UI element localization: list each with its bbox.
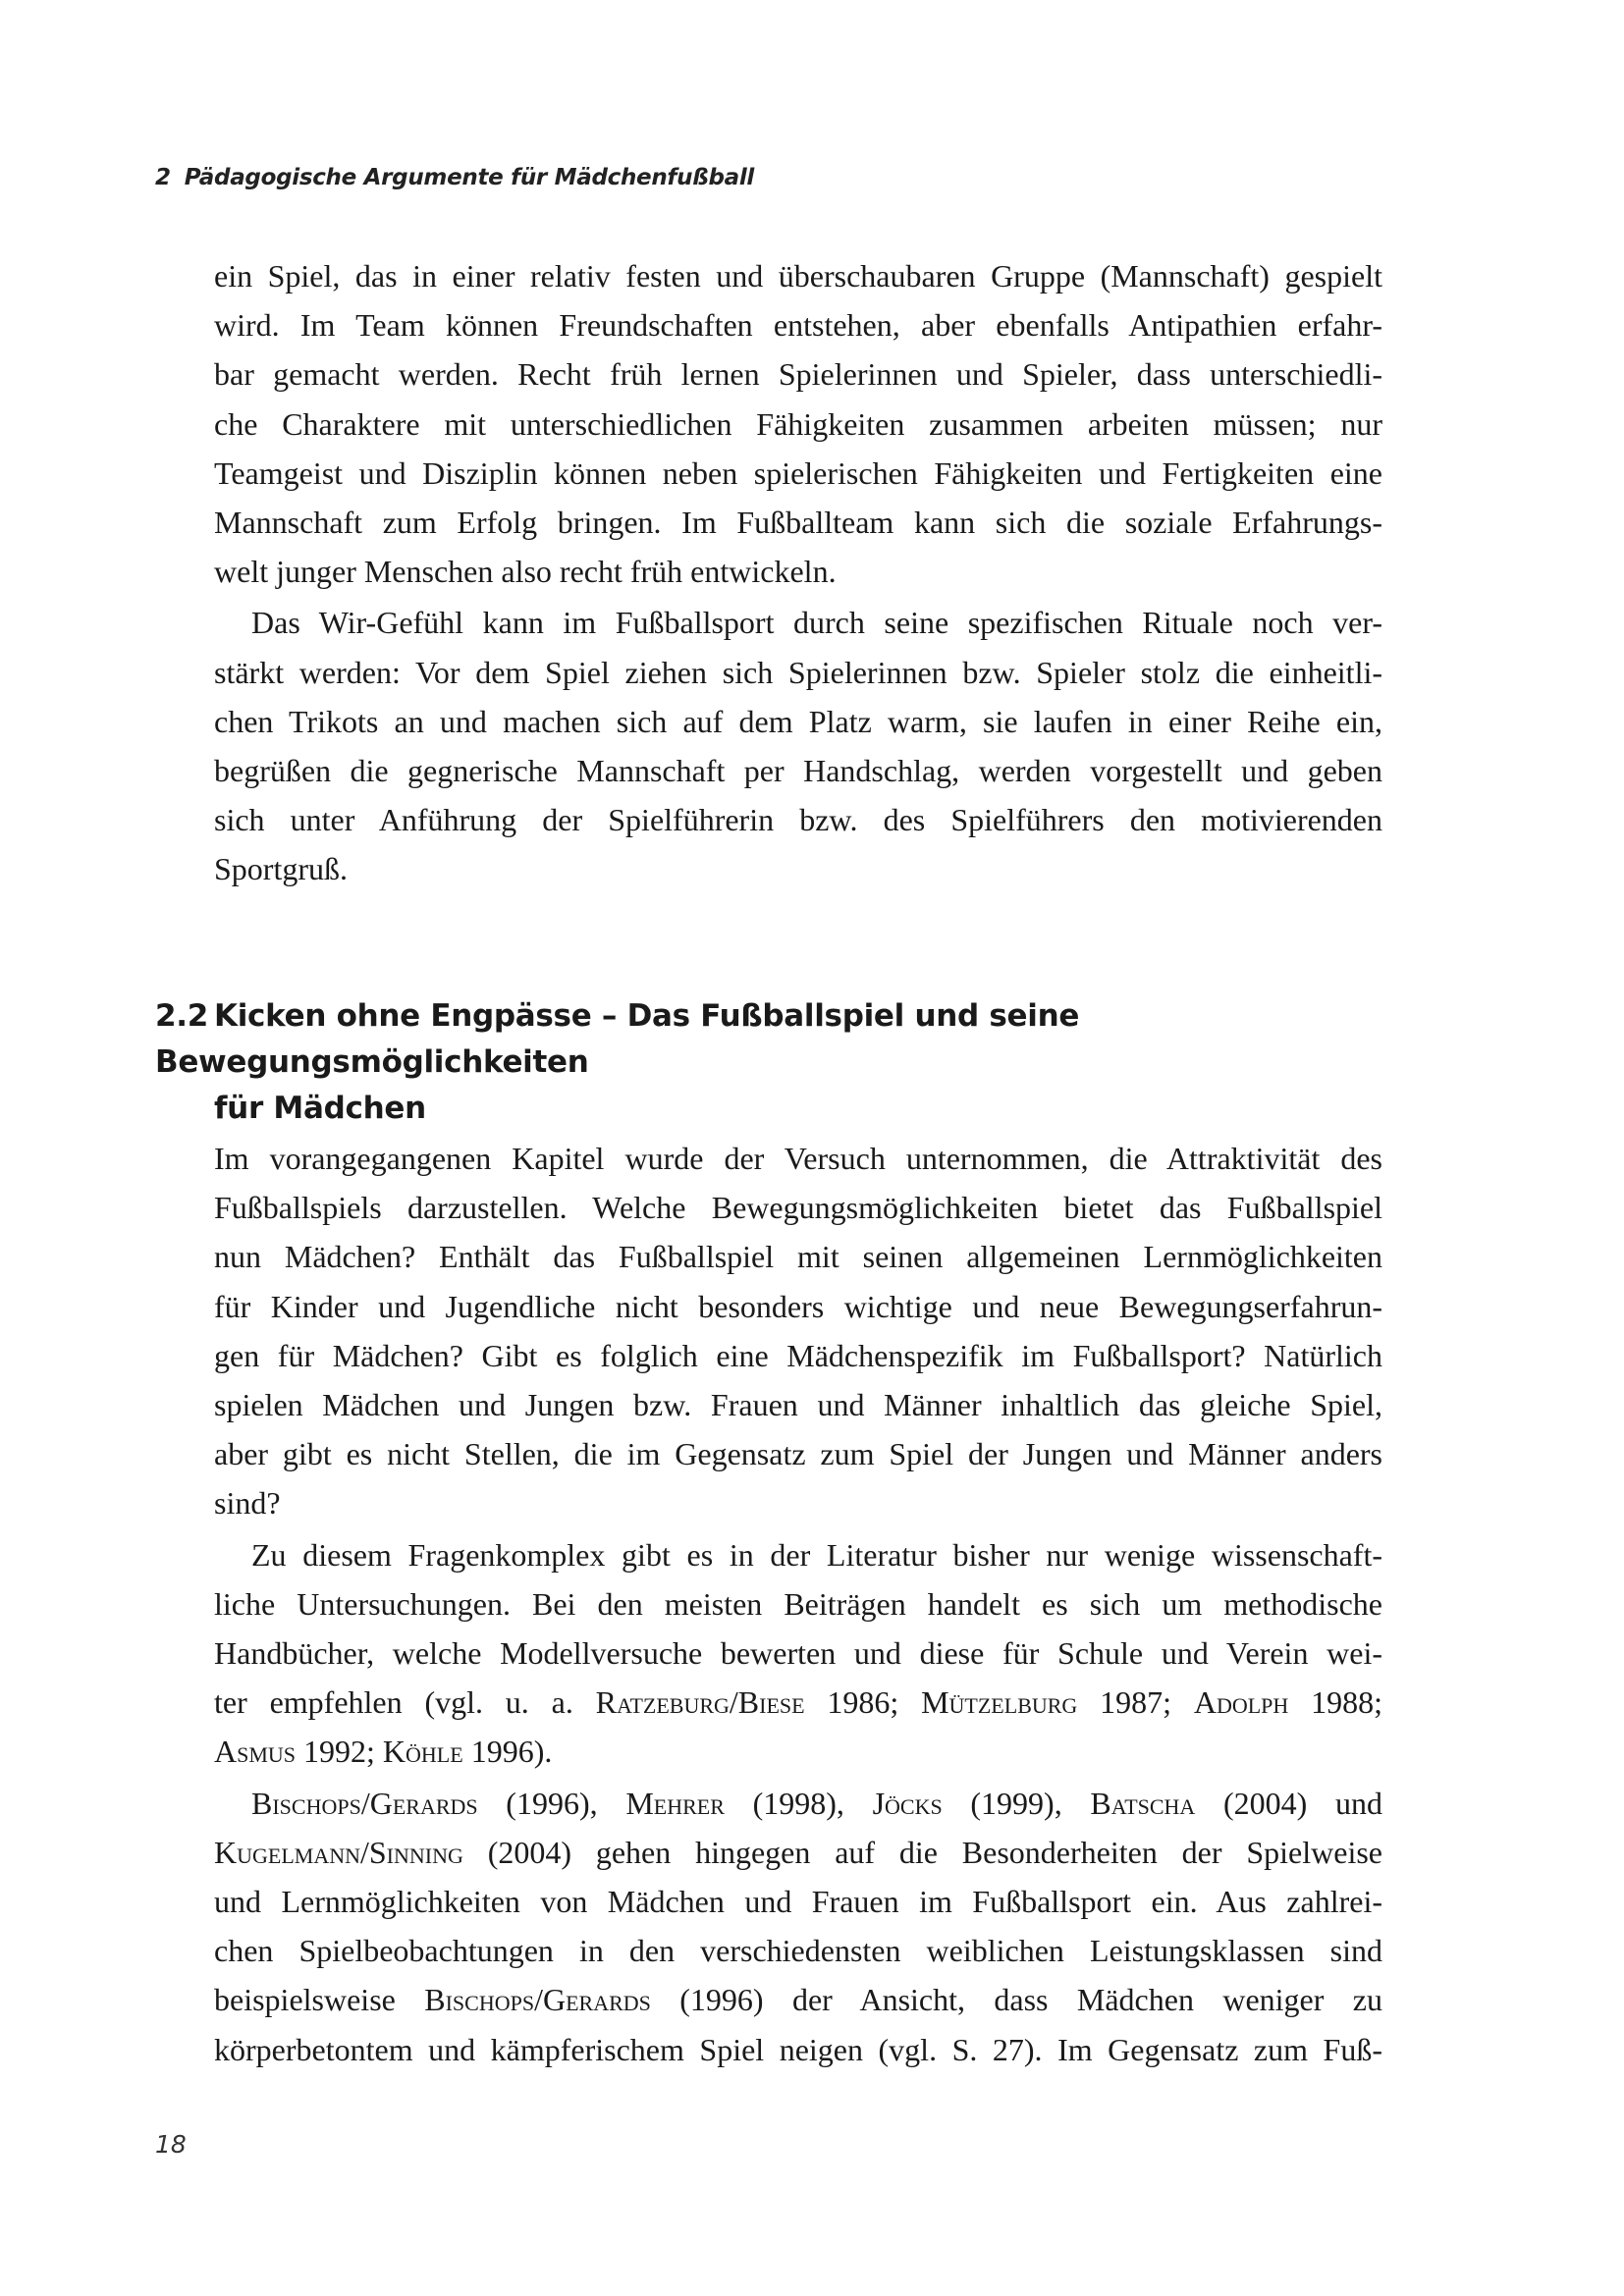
- paragraph: [214, 251, 1382, 596]
- running-head: [155, 165, 754, 190]
- section-title-line-2: für Mädchen: [214, 1091, 426, 1126]
- text-run: 1988;: [1288, 1684, 1383, 1721]
- text-run: 1987;: [1077, 1684, 1194, 1721]
- text-line: bar gemacht werden. Recht früh lernen Spielerinnen und Spieler, dass unterschiedli-: [214, 356, 1382, 393]
- paragraph: [214, 1779, 1382, 2074]
- citation-author: Adolph: [1193, 1684, 1289, 1721]
- citation-author: Asmus: [214, 1734, 297, 1770]
- citation-author: Batscha: [1090, 1785, 1196, 1821]
- text-line: stärkt werden: Vor dem Spiel ziehen sich Spielerinnen bzw. Spieler stolz die einheitli-: [214, 654, 1382, 690]
- text-line: körperbetontem und kämpferischem Spiel neigen (vgl. S. 27). Im Gegensatz zum Fuß-: [214, 2031, 1382, 2067]
- text-run: (1996) der Ansicht, dass Mädchen weniger zu: [650, 1982, 1383, 2018]
- text-line: Handbücher, welche Modellversuche bewerten und diese für Schule und Verein wei-: [214, 1635, 1382, 1672]
- running-head-chapter-number: 2: [155, 165, 171, 190]
- citation-author: Kugelmann/Sinning: [214, 1834, 463, 1870]
- text-line: nun Mädchen? Enthält das Fußballspiel mit seinen allgemeinen Lernmöglichkeiten: [214, 1239, 1382, 1275]
- text-run: 1996).: [462, 1734, 553, 1770]
- text-line: für Kinder und Jugendliche nicht besonders wichtige und neue Bewegungserfahrun-: [214, 1288, 1382, 1324]
- text-line: Mannschaft zum Erfolg bringen. Im Fußballteam kann sich die soziale Erfahrungs-: [214, 505, 1382, 541]
- paragraph: [214, 598, 1382, 893]
- text-line: Zu diesem Fragenkomplex gibt es in der Literatur bisher nur wenige wissenschaft-: [251, 1536, 1382, 1573]
- text-run: (1999),: [942, 1785, 1091, 1821]
- text-run: (1998),: [724, 1785, 873, 1821]
- text-line: welt junger Menschen also recht früh entwickeln.: [214, 554, 837, 590]
- text-line: Sportgruß.: [214, 851, 348, 887]
- text-line: sich unter Anführung der Spielführerin bzw. des Spielführers den motivierenden: [214, 802, 1382, 838]
- citation-author: Köhle: [382, 1734, 463, 1770]
- text-run: beispielsweise: [214, 1982, 425, 2018]
- text-line: chen Trikots an und machen sich auf dem Platz warm, sie laufen in einer Reihe ein,: [214, 703, 1382, 739]
- text-line: und Lernmöglichkeiten von Mädchen und Frauen im Fußballsport ein. Aus zahlrei-: [214, 1884, 1382, 1920]
- section-heading: [155, 993, 1392, 1132]
- body-text-block-1: [214, 251, 1382, 894]
- text-line: che Charaktere mit unterschiedlichen Fähigkeiten zusammen arbeiten müssen; nur: [214, 405, 1382, 442]
- text-line: [214, 1828, 1382, 1877]
- section-title-line-1: Kicken ohne Engpässe – Das Fußballspiel und seine Bewegungsmöglichkeiten: [155, 998, 1080, 1080]
- text-line: ein Spiel, das in einer relativ festen und überschaubaren Gruppe (Mannschaft) gespielt: [214, 258, 1382, 294]
- text-run: (1996),: [477, 1785, 626, 1821]
- text-line: [214, 1678, 1382, 1727]
- text-line: chen Spielbeobachtungen in den verschiedensten weiblichen Leistungsklassen sind: [214, 1933, 1382, 1969]
- text-line: [214, 1727, 1382, 1776]
- citation-author: Jöcks: [872, 1785, 943, 1821]
- text-line: Das Wir-Gefühl kann im Fußballsport durch seine spezifischen Rituale noch ver-: [251, 605, 1382, 641]
- text-line: Im vorangegangenen Kapitel wurde der Versuch unternommen, die Attraktivität des: [214, 1141, 1382, 1176]
- text-line: spielen Mädchen und Jungen bzw. Frauen und Männer inhaltlich das gleiche Spiel,: [214, 1387, 1382, 1423]
- text-line: aber gibt es nicht Stellen, die im Gegensatz zum Spiel der Jungen und Männer anders: [214, 1436, 1382, 1472]
- text-run: (2004) gehen hingegen auf die Besonderheiten der Spielweise: [462, 1834, 1382, 1870]
- citation-author: Mützelburg: [921, 1684, 1078, 1721]
- page-number: 18: [155, 2130, 187, 2159]
- section-number: 2.2: [155, 998, 209, 1034]
- text-run: 1992;: [296, 1734, 383, 1770]
- text-line: [214, 1779, 1382, 1828]
- text-line: begrüßen die gegnerische Mannschaft per Handschlag, werden vorgestellt und geben: [214, 753, 1382, 789]
- text-line: gen für Mädchen? Gibt es folglich eine Mädchenspezifik im Fußballsport? Natürlich: [214, 1337, 1382, 1373]
- text-run: ter empfehlen (vgl. u. a.: [214, 1684, 596, 1721]
- running-head-title: Pädagogische Argumente für Mädchenfußball: [184, 165, 755, 190]
- citation-author: Ratzeburg/Biese: [595, 1684, 805, 1721]
- text-line: liche Untersuchungen. Bei den meisten Beiträgen handelt es sich um methodische: [214, 1585, 1382, 1622]
- paragraph: [214, 1134, 1382, 1528]
- text-run: (2004) und: [1195, 1785, 1383, 1821]
- text-line: Teamgeist und Disziplin können neben spielerischen Fähigkeiten und Fertigkeiten eine: [214, 454, 1382, 491]
- text-line: Fußballspiels darzustellen. Welche Bewegungsmöglichkeiten bietet das Fußballspiel: [214, 1190, 1382, 1226]
- text-line: [214, 1975, 1382, 2024]
- paragraph: [214, 1530, 1382, 1777]
- text-line: wird. Im Team können Freundschaften entstehen, aber ebenfalls Antipathien erfahr-: [214, 307, 1382, 344]
- citation-author: Bischops/Gerards: [424, 1982, 651, 2018]
- citation-author: Mehrer: [625, 1785, 725, 1821]
- citation-author: Bischops/Gerards: [251, 1785, 478, 1821]
- body-text-block-2: [214, 1134, 1382, 2074]
- text-run: 1986;: [804, 1684, 922, 1721]
- text-line: sind?: [214, 1485, 281, 1522]
